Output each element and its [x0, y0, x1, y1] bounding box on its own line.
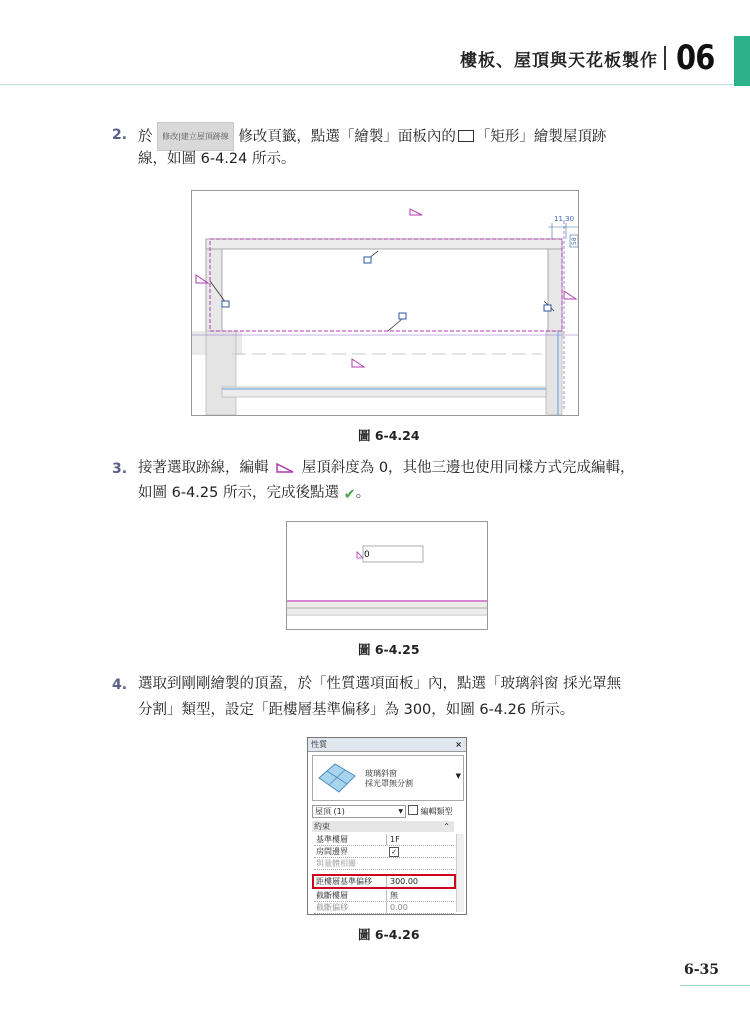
- property-label: 房間邊界: [316, 847, 348, 856]
- property-row[interactable]: [314, 846, 454, 858]
- chevron-down-icon: ▼: [398, 808, 403, 815]
- property-label: 距樓層基準偏移: [316, 877, 372, 886]
- step-2-line-2: 線，如圖 6-4.24 所示。: [138, 151, 296, 167]
- figure-6-4-24-caption: 圖 6-4.24: [358, 428, 420, 443]
- properties-palette: [307, 737, 467, 915]
- figure-6-4-25-caption: 圖 6-4.25: [358, 642, 420, 657]
- instance-filter-dropdown[interactable]: [312, 805, 406, 818]
- chapter-number: 06: [676, 38, 715, 78]
- step-2-text-a: 修改頁籤，點選「繪製」面板內的: [238, 129, 456, 145]
- step-3-text-a: 接著選取跡線，編輯: [138, 460, 269, 476]
- edit-type-icon: [408, 805, 418, 815]
- property-value: 0.00: [386, 902, 408, 913]
- edit-type-button[interactable]: [408, 805, 453, 817]
- modify-roof-footprint-button: 修改|建立屋頂跡線: [157, 122, 234, 151]
- step-3-text-d: 。: [355, 485, 371, 501]
- figure-6-4-24: [191, 190, 579, 416]
- step-3-line-2: [138, 481, 370, 508]
- properties-title: 性質: [311, 740, 327, 749]
- instance-filter-value: 屋頂 (1): [315, 807, 345, 816]
- slope-icon: [275, 462, 295, 474]
- footer-rule: [680, 985, 750, 986]
- property-label: 基準樓層: [316, 835, 348, 844]
- chapter-separator: [664, 46, 666, 70]
- glazed-roof-icon: [315, 758, 359, 798]
- type-selector[interactable]: [312, 755, 464, 801]
- property-row-highlighted[interactable]: [312, 874, 456, 889]
- type-name-line-1: 玻璃斜窗: [365, 769, 397, 778]
- chapter-tab: [734, 36, 750, 86]
- step-3-text-c: 如圖 6-4.25 所示，完成後點選: [138, 485, 339, 501]
- page-number: 6-35: [684, 962, 720, 978]
- base-offset-input[interactable]: 300.00: [386, 876, 418, 887]
- type-name-line-2: 採光罩無分割: [365, 779, 413, 788]
- property-value: 無: [386, 890, 398, 901]
- property-label: 截斷樓層: [316, 891, 348, 900]
- slope-edit-drawing: [287, 522, 487, 629]
- header-rule: [0, 84, 750, 85]
- chapter-title: 樓板、屋頂與天花板製作: [460, 51, 658, 71]
- dimension-vertical-label: 58: [571, 237, 578, 245]
- step-4-number: 4.: [112, 677, 128, 693]
- step-3-number: 3.: [112, 461, 128, 477]
- roof-sketch-drawing: [192, 191, 578, 415]
- property-label: 截斷偏移: [316, 903, 348, 912]
- close-icon[interactable]: ×: [455, 740, 462, 749]
- chevron-down-icon[interactable]: ▼: [455, 772, 461, 780]
- step-2-number: 2.: [112, 127, 128, 143]
- slope-value-input: 0: [364, 550, 370, 560]
- step-4-line-1: 選取到剛剛繪製的頂蓋，於「性質選項面板」內，點選「玻璃斜窗 採光罩無: [138, 676, 622, 692]
- properties-title-bar: [308, 738, 466, 752]
- constraints-section-label: 約束: [314, 822, 330, 831]
- rectangle-icon: [458, 130, 474, 142]
- property-label: 與量體相關: [316, 859, 356, 868]
- property-row[interactable]: [314, 834, 454, 846]
- room-bounding-checkbox[interactable]: [386, 846, 399, 857]
- constraints-section[interactable]: [312, 821, 454, 832]
- properties-scrollbar[interactable]: [456, 834, 464, 912]
- check-icon: ✓: [389, 847, 399, 857]
- dimension-label: 11.30: [554, 215, 575, 223]
- property-row[interactable]: [314, 890, 454, 902]
- step-4-line-2: 分割」類型，設定「距樓層基準偏移」為 300，如圖 6-4.26 所示。: [138, 702, 575, 718]
- property-value: 1F: [386, 834, 400, 845]
- figure-6-4-25: [286, 521, 488, 630]
- step-2-text-b: 「矩形」繪製屋頂跡: [475, 129, 607, 145]
- collapse-icon: ⌃: [443, 822, 450, 831]
- step-3-line-1: [138, 456, 678, 481]
- property-row[interactable]: [314, 902, 454, 914]
- edit-type-label: 編輯類型: [420, 807, 453, 816]
- figure-6-4-26-caption: 圖 6-4.26: [358, 927, 420, 942]
- property-row[interactable]: [314, 858, 454, 870]
- step-2-prefix: 於: [138, 129, 158, 145]
- step-3-text-b: 屋頂斜度為 0，其他三邊也使用同樣方式完成編輯，: [301, 460, 635, 476]
- finish-check-icon: ✔: [343, 487, 356, 503]
